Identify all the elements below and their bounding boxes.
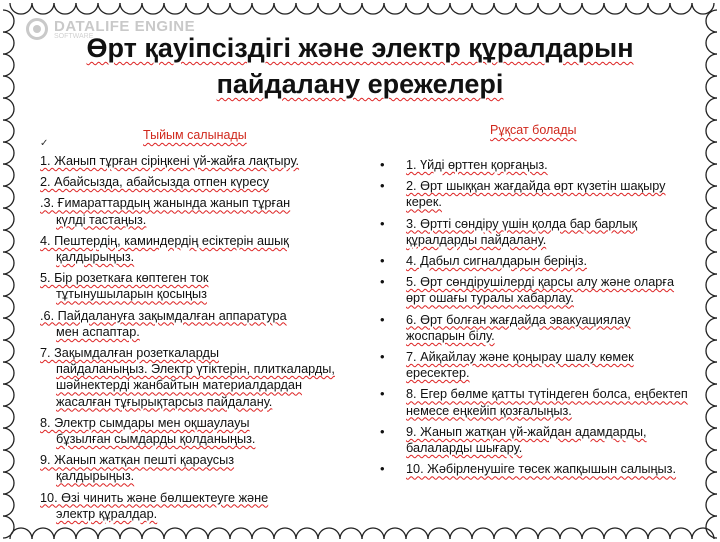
prohibited-item [40,270,350,302]
allowed-item-text: • 3. Өртті сөндіру үшін қолда бар барлық құралдарды пайдалану. [406,216,638,247]
allowed-item-text: • 4. Дабыл сигналдарын беріңіз. [406,254,587,269]
title-line-1: Өрт қауіпсіздігі және электр құралдарын [86,33,634,63]
page-title [40,30,680,102]
prohibited-item-line2: бұзылған сымдарды қолданыңыз. [56,432,256,447]
prohibited-list [40,153,350,527]
allowed-heading: Рұқсат болады [490,123,577,137]
prohibited-item-line1: 10. Өзі чинить және бөлшектеуге және [40,490,269,505]
allowed-item-text: • 8. Егер бөлме қатты түтіндеген болса, еңбектеп немесе еңкейіп қозғалыңыз. [406,387,688,418]
prohibited-item [40,174,350,190]
watermark-sub: SOFTWARE [54,33,94,40]
prohibited-item-line1: 8. Электр сымдары мен оқшаулауы [40,415,250,430]
allowed-item-text: • 7. Айқайлау және қоңырау шалу көмек ересектер. [406,350,634,381]
title-line-2: пайдалану ережелері [216,69,504,99]
prohibited-item [40,345,350,410]
prohibited-item-line1: 9. Жанып жатқан пешті қараусыз [40,453,235,468]
prohibited-item [40,195,350,227]
allowed-item-text: • 9. Жанып жатқан үй-жайдан адамдарды, балаларды шығару. [406,424,647,456]
allowed-item-text: • 5. Өрт сөндірушілерді қарсы алу және оларға өрт ошағы туралы хабарлау. [406,275,675,306]
prohibited-item-line1: 2. Абайсызда, абайсызда отпен күресу [40,175,270,190]
allowed-item [380,253,690,269]
prohibited-item-line1: 5. Бір розеткаға көптеген ток [40,271,209,286]
prohibited-item-line2: мен аспаптар. [56,324,140,339]
prohibited-item-line2: қалдырыңыз. [56,250,135,265]
allowed-item [380,157,690,173]
check-mark-icon: ✓ [40,138,49,149]
allowed-item [380,349,690,381]
allowed-item-text: • 6. Өрт болған жағдайда эвакуациялау жоспарын білу. [406,312,631,343]
allowed-item-text: • 2. Өрт шыққан жағдайда өрт күзетін шақыру керек. [406,179,666,210]
prohibited-item-line1: 7. Зақымдалған розеткаларды [40,346,220,361]
allowed-item-text: • 10. Жәбірленушіге төсек жапқышын салыңыз. [406,462,677,477]
prohibited-item [40,415,350,447]
prohibited-item [40,490,350,522]
prohibited-item [40,153,350,169]
prohibited-item [40,308,350,340]
prohibited-item-line1: 4. Пештердің, каминдердің есіктерін ашық [40,233,289,248]
allowed-item-text: • 1. Үйді өрттен қорғаңыз. [406,158,548,172]
allowed-item [380,461,690,477]
allowed-item [380,274,690,306]
prohibited-item-line2: электр құралдар. [56,506,158,521]
allowed-item [380,178,690,210]
prohibited-item-line1: 1. Жанып тұрған сіріңкені үй-жайға лақтыру. [40,154,300,168]
prohibited-item-line1: .3. Ғимараттардың жанында жанып тұрған [40,196,291,211]
prohibited-item-line1: .6. Пайдалануға зақымдалған аппаратура [40,308,287,323]
allowed-list [380,157,690,482]
allowed-item [380,386,690,418]
allowed-item [380,424,690,456]
watermark-title: DATALIFE ENGINE [54,18,196,35]
prohibited-item [40,452,350,484]
prohibited-item-line2: пайдаланыңыз. Электр үтіктерін, плиткаларды, шәйнектерді жанбайтын материалдардан жасалған тұғырықтарсыз пайдалану. [56,362,335,409]
allowed-item [380,216,690,248]
allowed-item [380,312,690,344]
prohibited-item [40,233,350,265]
prohibited-item-line2: күлді тастаңыз. [56,212,147,227]
prohibited-item-line2: қалдырыңыз. [56,469,135,484]
prohibited-item-line2: тұтынушыларын қосыңыз [56,287,207,302]
prohibited-heading: Тыйым салынады [143,128,247,142]
